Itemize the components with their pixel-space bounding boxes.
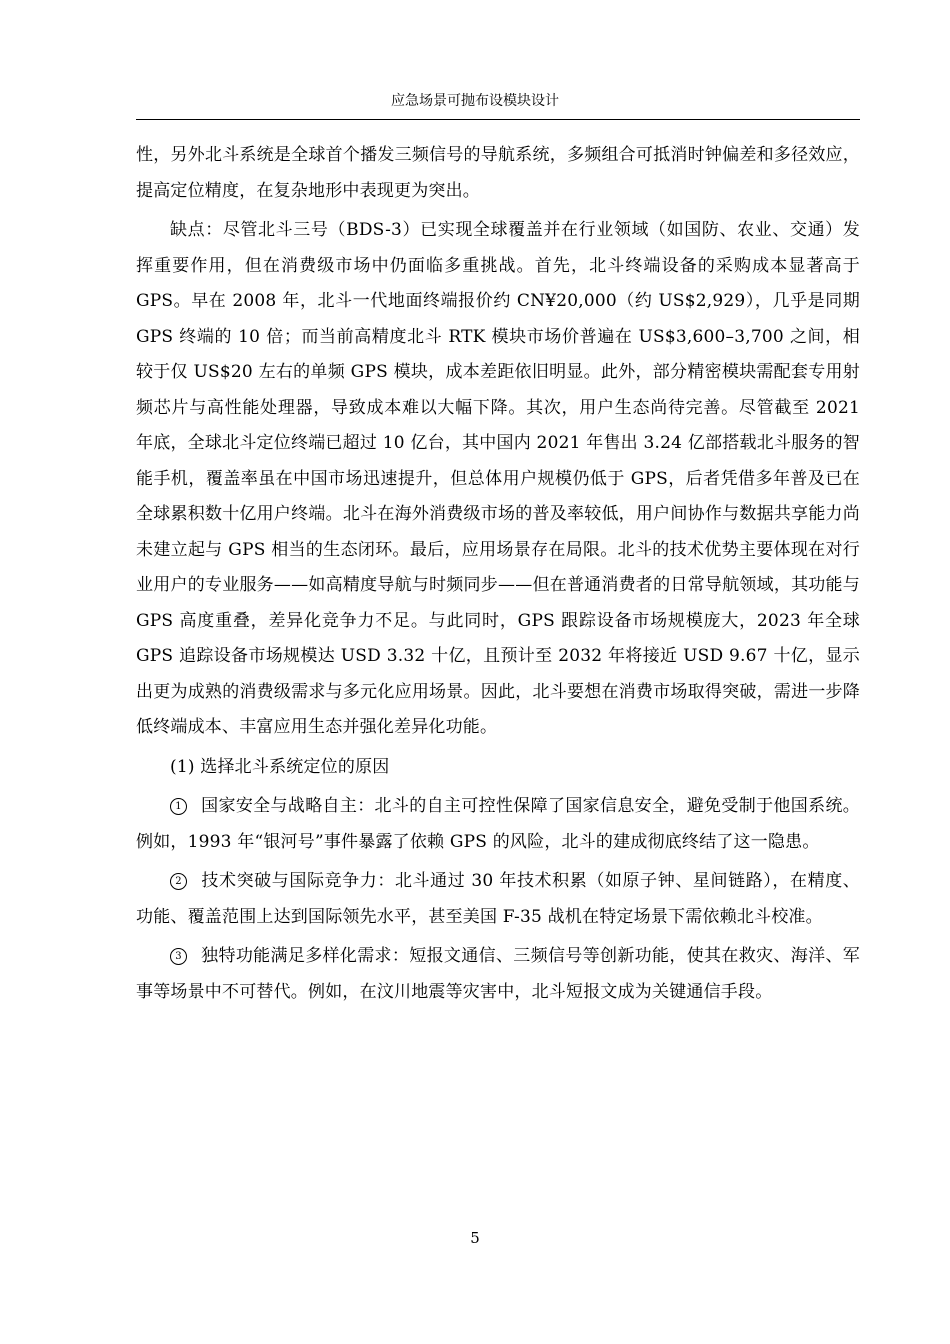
- running-header: 应急场景可抛布设模块设计: [391, 93, 559, 109]
- circled-number-marker: 2: [170, 873, 187, 890]
- page-number: 5: [470, 1229, 480, 1247]
- header-rule: [136, 119, 860, 120]
- document-body: [136, 138, 860, 1010]
- circled-number-marker: 3: [170, 948, 187, 965]
- list-item-text: 国家安全与战略自主：北斗的自主可控性保障了国家信息安全，避免受制于他国系统。例如，1993 年“银河号”事件暴露了依赖 GPS 的风险，北斗的建成彻底终结了这一隐患。: [136, 796, 860, 852]
- circled-number-marker: 1: [170, 798, 187, 815]
- list-item-text: 独特功能满足多样化需求：短报文通信、三频信号等创新功能，使其在救灾、海洋、军事等场景中不可替代。例如，在汶川地震等灾害中，北斗短报文成为关键通信手段。: [136, 946, 860, 1002]
- paragraph-disadvantages: 缺点：尽管北斗三号（BDS-3）已实现全球覆盖并在行业领域（如国防、农业、交通）发挥重要作用，但在消费级市场中仍面临多重挑战。首先，北斗终端设备的采购成本显著高于 GPS。早在 2008 年，北斗一代地面终端报价约 CN¥20,000（约 US$2,929），几乎是同期 GPS 终端的 10 倍；而当前高精度北斗 RTK 模块市场价普遍在 US$3,600–3,700 之间，相较于仅 US$20 左右的单频 GPS 模块，成本差距依旧明显。此外，部分精密模块需配套专用射频芯片与高性能处理器，导致成本难以大幅下降。其次，用户生态尚待完善。尽管截至 2021 年底，全球北斗定位终端已超过 10 亿台，其中国内 2021 年售出 3.24 亿部搭载北斗服务的智能手机，覆盖率虽在中国市场迅速提升，但总体用户规模仍低于 GPS，后者凭借多年普及已在全球累积数十亿用户终端。北斗在海外消费级市场的普及率较低，用户间协作与数据共享能力尚未建立起与 GPS 相当的生态闭环。最后，应用场景存在局限。北斗的技术优势主要体现在对行业用户的专业服务——如高精度导航与时频同步——但在普通消费者的日常导航领域，其功能与 GPS 高度重叠，差异化竞争力不足。与此同时，GPS 跟踪设备市场规模庞大，2023 年全球 GPS 追踪设备市场规模达 USD 3.32 十亿，且预计至 2032 年将接近 USD 9.67 十亿，显示出更为成熟的消费级需求与多元化应用场景。因此，北斗要想在消费市场取得突破，需进一步降低终端成本、丰富应用生态并强化差异化功能。: [136, 220, 860, 737]
- list-item-text: 技术突破与国际竞争力：北斗通过 30 年技术积累（如原子钟、星间链路），在精度、功能、覆盖范围上达到国际领先水平，甚至美国 F-35 战机在特定场景下需依赖北斗校准。: [136, 871, 860, 927]
- paragraph-continuation: 性，另外北斗系统是全球首个播发三频信号的导航系统，多频组合可抵消时钟偏差和多径效应，提高定位精度，在复杂地形中表现更为突出。: [136, 145, 860, 201]
- section-heading: (1) 选择北斗系统定位的原因: [170, 756, 390, 777]
- list-item-3: [136, 939, 860, 1010]
- list-item-2: [136, 864, 860, 935]
- list-item-1: [136, 789, 860, 860]
